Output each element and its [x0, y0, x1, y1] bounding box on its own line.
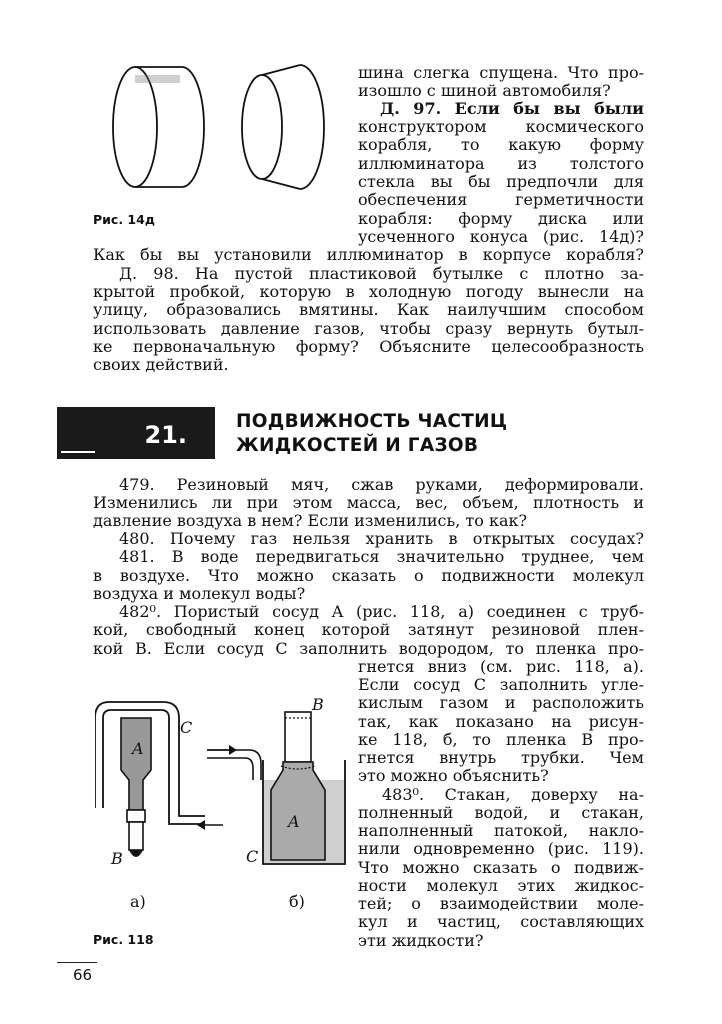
text-line: ности молекул этих жидкос-	[358, 876, 644, 895]
figure-14d	[100, 55, 340, 225]
text-line: кислым газом и расположить	[358, 693, 644, 712]
fig118-subcaption-a: а)	[130, 892, 146, 911]
text-line: эти жидкости?	[358, 931, 484, 950]
text-line: ке 118, б, то пленка B про-	[358, 730, 644, 749]
arrow-icon	[205, 743, 239, 757]
d97-tail: Как бы вы установили иллюминатор в корпусе корабля?	[93, 245, 644, 264]
text-line: 481. В воде передвигаться значительно труднее, чем	[119, 547, 644, 566]
text-line: давление воздуха в нем? Если изменились, то как?	[93, 511, 528, 530]
figure-118b	[205, 700, 355, 880]
section-title	[236, 410, 507, 458]
section-title-line: ПОДВИЖНОСТЬ ЧАСТИЦ	[236, 411, 508, 432]
text-line: шина слегка спущена. Что про-	[358, 63, 644, 82]
fig118-label-c-b: C	[246, 847, 259, 866]
figure-14d-caption: Рис. 14д	[93, 212, 155, 227]
text-line: Д. 97. Если бы вы были	[380, 99, 644, 118]
text-line: использовать давление газов, чтобы сразу вернуть бутыл-	[93, 319, 644, 338]
section-number: 21.	[144, 421, 187, 449]
text-line: нили одновременно (рис. 119).	[358, 839, 644, 858]
fig118-subcaption-b: б)	[289, 892, 305, 911]
section-underline	[61, 451, 95, 453]
fig118-label-c: C	[180, 718, 193, 737]
text-line: кой, свободный конец которой затянут резиновой плен-	[93, 620, 644, 639]
text-line: корабля: форму диска или	[358, 209, 644, 228]
text-line: Изменились ли при этом масса, вес, объем, плотность и	[93, 493, 644, 512]
text-line: своих действий.	[93, 355, 229, 374]
text-line: стекла вы бы предпочли для	[358, 172, 644, 191]
text-line: крытой пробкой, которую в холодную погоду вынесли на	[93, 282, 644, 301]
text-line: изошло с шиной автомобиля?	[358, 81, 611, 100]
section-number-bar	[57, 407, 215, 459]
text-line: в воздухе. Что можно сказать о подвижности молекул	[93, 566, 644, 585]
text-line: корабля, то какую форму	[358, 135, 644, 154]
section-title-line: ЖИДКОСТЕЙ И ГАЗОВ	[236, 435, 479, 456]
text-line: Д. 98. На пустой пластиковой бутылке с плотно за-	[119, 264, 644, 283]
text-line: воздуха и молекул воды?	[93, 584, 306, 603]
text-line: 480. Почему газ нельзя хранить в открытых сосудах?	[119, 529, 644, 548]
text-line: наполненный патокой, накло-	[358, 821, 644, 840]
page-number-rule	[57, 962, 97, 963]
text-line: ке первоначальную форму? Объясните целесообразность	[93, 337, 644, 356]
text-line: тей; о взаимодействии моле-	[358, 894, 644, 913]
text-line: 482⁰. Пористый сосуд A (рис. 118, а) соединен с труб-	[119, 602, 644, 621]
text-line: так, как показано на рисун-	[358, 712, 644, 731]
text-line: 479. Резиновый мяч, сжав руками, деформировали.	[119, 475, 644, 494]
text-line: иллюминатора из толстого	[358, 154, 644, 173]
page-number: 66	[73, 966, 93, 984]
text-line: конструктором космического	[358, 117, 644, 136]
text-line: гнется внутрь трубки. Чем	[358, 748, 644, 767]
text-line: 483⁰. Стакан, доверху на-	[382, 785, 644, 804]
fig118-label-b-left: B	[111, 849, 123, 868]
text-line: Если сосуд C заполнить угле-	[358, 675, 644, 694]
text-line: это можно объяснить?	[358, 766, 549, 785]
text-line: обеспечения герметичности	[358, 190, 644, 209]
text-line: полненный водой, и стакан,	[358, 803, 644, 822]
figure-118-caption: Рис. 118	[93, 932, 154, 947]
fig118-label-b-right: B	[312, 695, 324, 714]
text-line: кой B. Если сосуд C заполнить водородом, то пленка про-	[93, 639, 644, 658]
text-line: Что можно сказать о подвиж-	[358, 858, 644, 877]
text-line: усеченного конуса (рис. 14д)?	[358, 227, 644, 246]
text-line: улицу, образовались вмятины. Как наилучшим способом	[93, 300, 644, 319]
text-line: кул и частиц, составляющих	[358, 912, 644, 931]
text-line: гнется вниз (см. рис. 118, а).	[358, 657, 644, 676]
fig118-label-a: A	[132, 739, 144, 758]
fig118-label-a-b: A	[288, 812, 300, 831]
